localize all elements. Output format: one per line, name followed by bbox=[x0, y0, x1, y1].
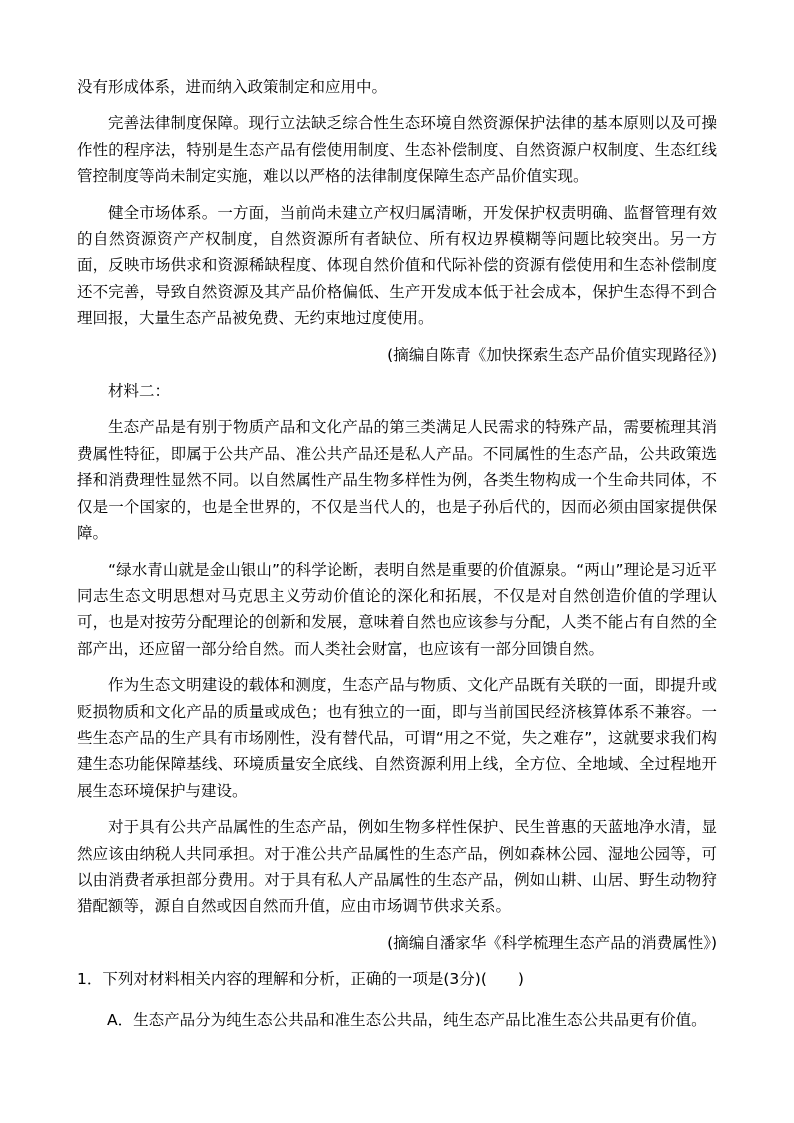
paragraph-material2-4: 对于具有公共产品属性的生态产品，例如生物多样性保护、民生普惠的天蓝地净水清，显然应该由纳税人共同承担。对于准公共产品属性的生态产品，例如森林公园、湿地公园等，可以由消费者承担部分费用。对于具有私人产品属性的生态产品，例如山耕、山居、野生动物狩猎配额等，源自自然或因自然而升值，应由市场调节供求关系。 bbox=[77, 818, 717, 916]
question-1-stem: 1．下列对材料相关内容的理解和分析，正确的一项是(3分)( ) bbox=[77, 970, 524, 989]
material2-label: 材料二： bbox=[108, 382, 171, 401]
question-1-option-a: A．生态产品分为纯生态公共品和准生态公共品，纯生态产品比准生态公共品更有价值。 bbox=[107, 1010, 707, 1029]
paragraph-legal-guarantee: 完善法律制度保障。现行立法缺乏综合性生态环境自然资源保护法律的基本原则以及可操作性的程序法，特别是生态产品有偿使用制度、生态补偿制度、自然资源户权制度、生态红线管控制度等尚未制定实施，难以以严格的法律制度保障生态产品价值实现。 bbox=[77, 114, 717, 186]
paragraph-material2-3: 作为生态文明建设的载体和测度，生态产品与物质、文化产品既有关联的一面，即提升或贬损物质和文化产品的质量或成色；也有独立的一面，即与当前国民经济核算体系不兼容。一些生态产品的生产具有市场刚性，没有替代品，可谓“用之不觉，失之难存”，这就要求我们构建生态功能保障基线、环境质量安全底线、自然资源利用上线，全方位、全地域、全过程地开展生态环境保护与建设。 bbox=[77, 676, 717, 800]
source-citation-1: (摘编自陈青《加快探索生态产品价值实现路径》) bbox=[387, 345, 717, 364]
paragraph-market-system: 健全市场体系。一方面，当前尚未建立产权归属清晰，开发保护权责明确、监督管理有效的自然资源资产产权制度，自然资源所有者缺位、所有权边界模糊等问题比较突出。另一方面，反映市场供求和资源稀缺程度、体现自然价值和代际补偿的资源有偿使用和生态补偿制度还不完善，导致自然资源及其产品价格偏低、生产开发成本低于社会成本，保护生态得不到合理回报，大量生态产品被免费、无约束地过度使用。 bbox=[77, 203, 717, 328]
source-citation-2: (摘编自潘家华《科学梳理生态产品的消费属性》) bbox=[387, 933, 717, 952]
document-page bbox=[77, 74, 717, 1033]
paragraph-material2-2: “绿水青山就是金山银山”的科学论断，表明自然是重要的价值源泉。“两山”理论是习近平同志生态文明思想对马克思主义劳动价值论的深化和拓展，不仅是对自然创造价值的学理认可，也是对按劳分配理论的创新和发展，意味着自然也应该参与分配，人类不能占有自然的全部产出，还应留一部分给自然。而人类社会财富，也应该有一部分回馈自然。 bbox=[77, 560, 717, 658]
paragraph-material2-1: 生态产品是有别于物质产品和文化产品的第三类满足人民需求的特殊产品，需要梳理其消费属性特征，即属于公共产品、准公共产品还是私人产品。不同属性的生态产品，公共政策选择和消费理性显然不同。以自然属性产品生物多样性为例，各类生物构成一个生命共同体，不仅是一个国家的，也是全世界的，不仅是当代人的，也是子孙后代的，因而必须由国家提供保障。 bbox=[77, 418, 717, 543]
paragraph-material1-tail: 没有形成体系，进而纳入政策制定和应用中。 bbox=[77, 78, 388, 96]
